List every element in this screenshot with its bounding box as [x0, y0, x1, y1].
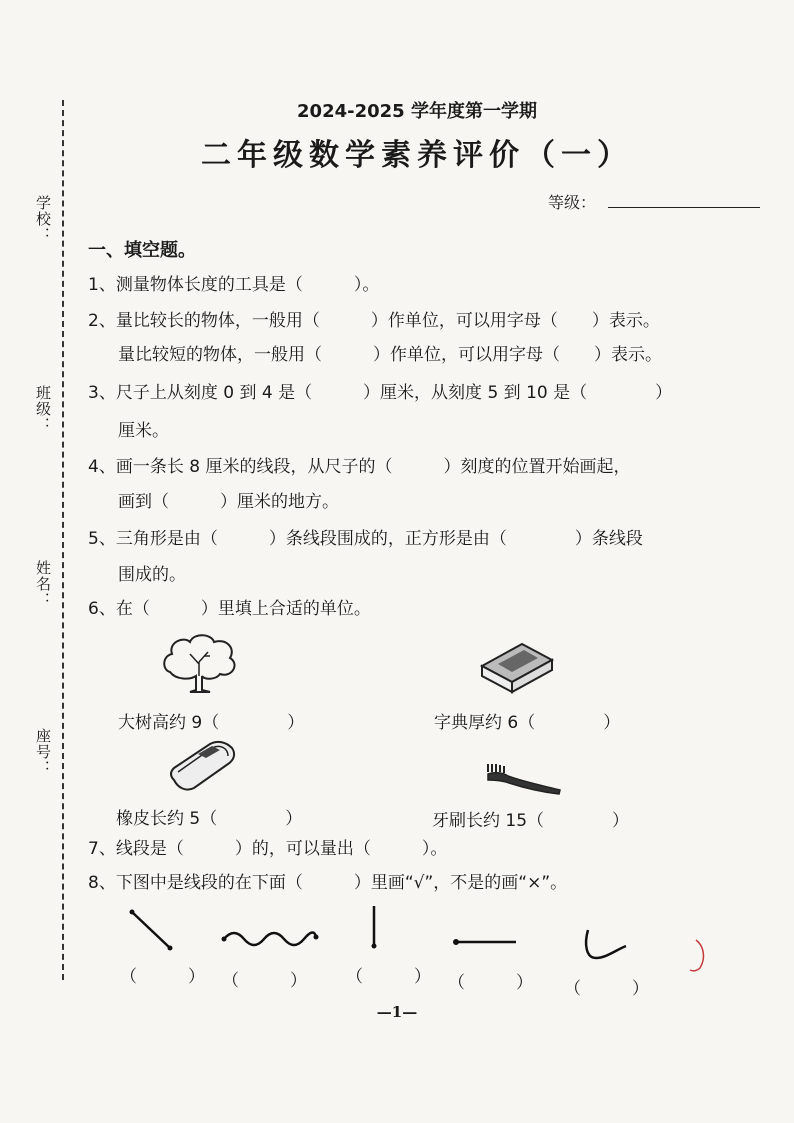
- question-8: 8、下图中是线段的在下面（ ）里画“√”，不是的画“×”。: [88, 873, 568, 893]
- answer-paren-1[interactable]: （ ）: [120, 967, 205, 987]
- grade-label: 等级：: [548, 193, 597, 212]
- dictionary-icon: [478, 632, 556, 694]
- answer-paren-2[interactable]: （ ）: [222, 971, 307, 991]
- class-label: 班级：: [34, 385, 52, 433]
- question-5-line-2: 围成的。: [118, 565, 186, 585]
- horizontal-ray-shape: [450, 934, 520, 950]
- name-label: 姓名：: [34, 560, 52, 608]
- grade-field[interactable]: [608, 207, 760, 208]
- question-4-line-1: 4、画一条长 8 厘米的线段，从尺子的（ ）刻度的位置开始画起，: [88, 457, 631, 477]
- page-title: 二年级数学素养评价（一）: [201, 138, 633, 173]
- school-label: 学校：: [34, 195, 52, 243]
- binding-margin-line: [62, 100, 64, 980]
- segment-diagonal-shape: [126, 908, 176, 952]
- curved-line-shape: [580, 924, 630, 964]
- wavy-line-shape: [220, 925, 320, 951]
- red-pen-mark: [686, 936, 710, 976]
- question-5-line-1: 5、三角形是由（ ）条线段围成的，正方形是由（ ）条线段: [88, 529, 643, 549]
- eraser-icon: [168, 738, 240, 794]
- answer-paren-3[interactable]: （ ）: [346, 967, 431, 987]
- question-4-line-2: 画到（ ）厘米的地方。: [118, 492, 339, 512]
- question-3-line-2: 厘米。: [118, 421, 169, 441]
- page-number: —1—: [376, 1003, 418, 1021]
- vertical-segment-shape: [364, 902, 384, 952]
- question-2-line-1: 2、量比较长的物体，一般用（ ）作单位，可以用字母（ ）表示。: [88, 311, 660, 331]
- seat-label: 座号：: [34, 728, 52, 776]
- question-3-line-1: 3、尺子上从刻度 0 到 4 是（ ）厘米，从刻度 5 到 10 是（ ）: [88, 383, 673, 403]
- question-2-line-2: 量比较短的物体，一般用（ ）作单位，可以用字母（ ）表示。: [118, 345, 662, 365]
- section-title-fill-blank: 一、填空题。: [88, 240, 196, 261]
- toothbrush-caption: 牙刷长约 15（ ）: [432, 811, 630, 831]
- term-heading: 2024-2025 学年度第一学期: [297, 101, 537, 122]
- dictionary-caption: 字典厚约 6（ ）: [434, 713, 621, 733]
- tree-caption: 大树高约 9（ ）: [118, 713, 305, 733]
- question-7: 7、线段是（ ）的，可以量出（ ）。: [88, 839, 448, 859]
- answer-paren-5[interactable]: （ ）: [564, 979, 649, 999]
- tree-icon: [160, 632, 240, 694]
- question-1: 1、测量物体长度的工具是（ ）。: [88, 275, 380, 295]
- toothbrush-icon: [484, 760, 564, 796]
- eraser-caption: 橡皮长约 5（ ）: [116, 809, 303, 829]
- answer-paren-4[interactable]: （ ）: [448, 973, 533, 993]
- question-6: 6、在（ ）里填上合适的单位。: [88, 599, 371, 619]
